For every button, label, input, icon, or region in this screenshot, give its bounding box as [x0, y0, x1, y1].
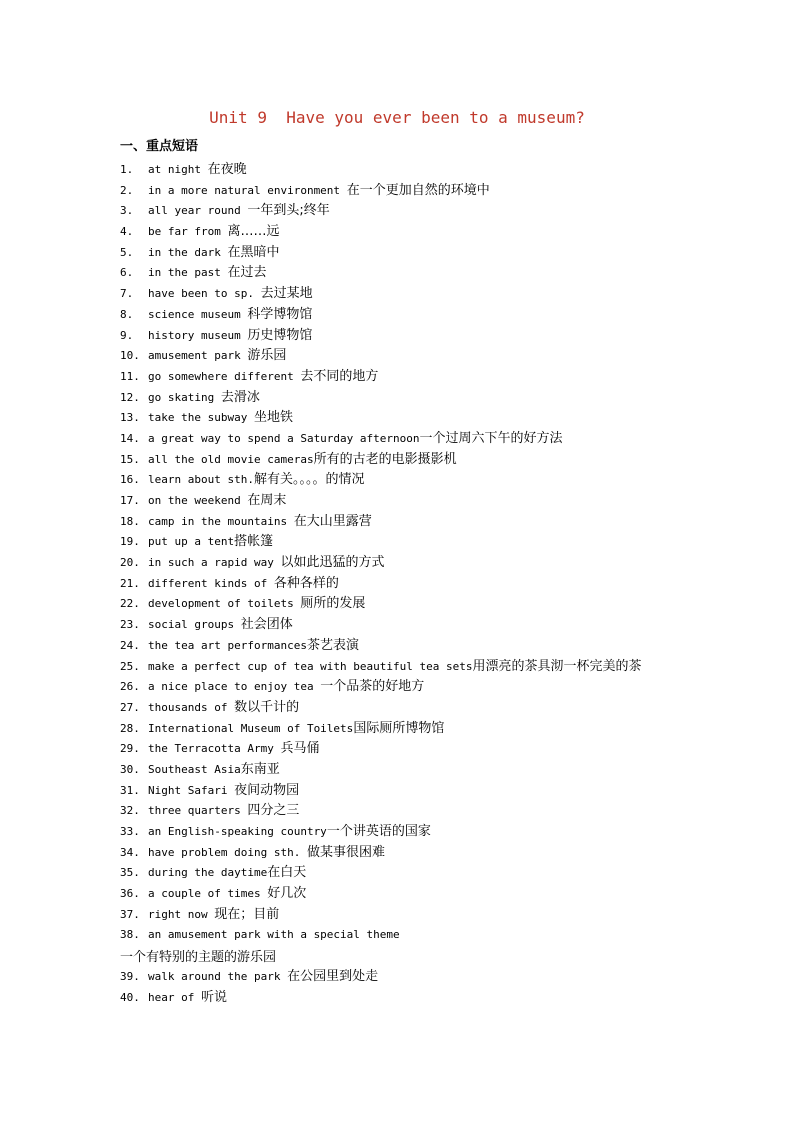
- item-english: have problem doing sth.: [148, 845, 301, 859]
- item-number: 29.: [120, 742, 140, 756]
- item-number: 4.: [120, 225, 134, 239]
- item-chinese: 一个品茶的好地方: [320, 679, 425, 695]
- item-chinese: 做某事很困难: [306, 844, 385, 860]
- item-chinese: 以如此迅猛的方式: [280, 555, 385, 571]
- list-item: [120, 884, 760, 905]
- list-item: [120, 677, 760, 698]
- item-number: 35.: [120, 866, 140, 880]
- list-item: [120, 388, 760, 409]
- list-item: [120, 470, 760, 491]
- item-number: 36.: [120, 887, 140, 901]
- item-english: social groups: [148, 618, 235, 632]
- item-chinese: 历史博物馆: [247, 327, 313, 343]
- item-number: 14.: [120, 431, 140, 445]
- item-number: 34.: [120, 845, 140, 859]
- item-number: 18.: [120, 514, 140, 528]
- item-number: 31.: [120, 783, 140, 797]
- item-chinese: 好几次: [267, 886, 307, 902]
- list-item: [120, 988, 760, 1009]
- item-chinese: 在过去: [227, 265, 267, 281]
- item-chinese: 在夜晚: [207, 162, 247, 177]
- page-title: Unit 9 Have you ever been to a museum?: [209, 108, 585, 127]
- list-item: [120, 719, 760, 740]
- item-chinese: 去不同的地方: [300, 368, 379, 384]
- item-english: make a perfect cup of tea with beautiful tea sets: [148, 659, 473, 673]
- list-item: [120, 905, 760, 926]
- item-english: in the past: [148, 266, 221, 280]
- item-chinese: 兵马俑: [280, 741, 320, 757]
- item-english: walk around the park: [148, 969, 281, 983]
- item-chinese: 数以千计的: [234, 699, 300, 715]
- item-chinese: 在白天: [267, 865, 307, 881]
- item-number: 39.: [120, 969, 140, 983]
- item-chinese: 在周末: [247, 493, 287, 508]
- item-chinese: 一个有特别的主题的游乐园: [120, 950, 277, 966]
- item-english: three quarters: [148, 804, 241, 818]
- item-english: a great way to spend a Saturday afternoon: [148, 431, 420, 445]
- item-chinese: 科学博物馆: [247, 306, 313, 322]
- list-item: [120, 925, 760, 946]
- item-number: 28.: [120, 721, 140, 735]
- item-chinese: 东南亚: [240, 761, 280, 777]
- list-item: [120, 843, 760, 864]
- item-number: 19.: [120, 535, 140, 549]
- item-chinese: 社会团体: [240, 617, 293, 633]
- item-chinese: 在一个更加自然的环境中: [346, 182, 490, 198]
- item-english: Southeast Asia: [148, 762, 241, 776]
- item-number: 16.: [120, 473, 140, 487]
- item-number: 1.: [120, 163, 134, 176]
- list-item: [120, 160, 760, 181]
- item-number: 32.: [120, 804, 140, 818]
- list-item: [120, 553, 760, 574]
- item-english: in a more natural environment: [148, 183, 341, 197]
- item-english: in the dark: [148, 245, 221, 259]
- item-english: International Museum of Toilets: [148, 721, 354, 735]
- item-english: amusement park: [148, 349, 241, 363]
- item-english: in such a rapid way: [148, 556, 274, 570]
- item-chinese: 茶艺表演: [306, 637, 359, 653]
- item-chinese: 所有的古老的电影摄影机: [313, 451, 457, 467]
- item-chinese: 坐地铁: [253, 410, 293, 426]
- list-item: [120, 967, 760, 988]
- item-number: 21.: [120, 576, 140, 590]
- item-english: Night Safari: [148, 783, 228, 797]
- list-item: [120, 367, 760, 388]
- item-number: 24.: [120, 638, 140, 652]
- item-english: hear of: [148, 990, 195, 1004]
- item-number: 7.: [120, 287, 134, 301]
- list-item: [120, 181, 760, 202]
- item-chinese: 一个过周六下午的好方法: [419, 430, 563, 446]
- item-number: 22.: [120, 597, 140, 611]
- item-chinese: 听说: [200, 989, 227, 1005]
- item-english: go somewhere different: [148, 369, 294, 383]
- item-english: on the weekend: [148, 494, 241, 507]
- item-number: 40.: [120, 990, 140, 1004]
- list-item: [120, 305, 760, 326]
- item-number: 9.: [120, 328, 134, 342]
- list-item: [120, 532, 760, 553]
- list-item: [120, 243, 760, 264]
- item-chinese: 一个讲英语的国家: [326, 824, 431, 839]
- item-english: an amusement park with a special theme: [148, 928, 400, 942]
- list-item: [120, 222, 760, 243]
- item-chinese: 各种各样的: [273, 575, 339, 591]
- item-number: 38.: [120, 928, 140, 942]
- list-item-continuation: [120, 946, 760, 967]
- list-item: [120, 657, 760, 678]
- list-item: [120, 512, 760, 533]
- list-item: [120, 781, 760, 802]
- item-number: 13.: [120, 411, 140, 425]
- list-item: [120, 636, 760, 657]
- list-item: [120, 346, 760, 367]
- item-chinese: 离……远: [227, 224, 280, 240]
- item-english: development of toilets: [148, 597, 294, 611]
- item-english: a couple of times: [148, 887, 261, 901]
- item-number: 3.: [120, 204, 134, 218]
- section-heading: 一、重点短语: [120, 139, 199, 154]
- item-number: 26.: [120, 680, 140, 694]
- item-number: 33.: [120, 825, 140, 838]
- item-number: 17.: [120, 494, 140, 507]
- item-english: all the old movie cameras: [148, 452, 314, 466]
- list-item: [120, 801, 760, 822]
- list-item: [120, 574, 760, 595]
- item-chinese: 搭帐篷: [234, 534, 274, 550]
- item-english: thousands of: [148, 700, 228, 714]
- list-item: [120, 760, 760, 781]
- item-chinese: 现在；目前: [214, 906, 280, 922]
- item-chinese: 在公园里到处走: [287, 968, 379, 984]
- item-english: right now: [148, 907, 208, 921]
- item-english: put up a tent: [148, 535, 235, 549]
- item-chinese: 用漂亮的茶具沏一杯完美的茶: [472, 658, 642, 674]
- item-chinese: 去过某地: [260, 286, 313, 302]
- list-item: [120, 326, 760, 347]
- list-item: [120, 284, 760, 305]
- item-number: 20.: [120, 556, 140, 570]
- item-english: during the daytime: [148, 866, 268, 880]
- item-english: at night: [148, 163, 201, 176]
- item-english: all year round: [148, 204, 241, 218]
- list-item: [120, 201, 760, 222]
- list-item: [120, 822, 760, 843]
- item-english: camp in the mountains: [148, 514, 288, 528]
- item-english: the Terracotta Army: [148, 742, 274, 756]
- list-item: [120, 408, 760, 429]
- item-english: different kinds of: [148, 576, 268, 590]
- list-item: [120, 615, 760, 636]
- item-english: take the subway: [148, 411, 248, 425]
- item-chinese: 国际厕所博物馆: [353, 720, 445, 736]
- list-item: [120, 491, 760, 512]
- item-number: 30.: [120, 762, 140, 776]
- list-item: [120, 594, 760, 615]
- item-number: 5.: [120, 245, 134, 259]
- item-number: 15.: [120, 452, 140, 466]
- item-chinese: 夜间动物园: [234, 782, 300, 798]
- list-item: [120, 429, 760, 450]
- item-english: a nice place to enjoy tea: [148, 680, 314, 694]
- item-english: have been to sp.: [148, 287, 254, 301]
- list-item: [120, 263, 760, 284]
- item-english: science museum: [148, 307, 241, 321]
- item-chinese: 去滑冰: [220, 389, 260, 405]
- item-number: 11.: [120, 369, 140, 383]
- item-english: an English-speaking country: [148, 825, 327, 838]
- phrase-list: [120, 160, 760, 1008]
- item-chinese: 游乐园: [247, 348, 287, 364]
- item-number: 12.: [120, 390, 140, 404]
- item-number: 37.: [120, 907, 140, 921]
- item-number: 2.: [120, 183, 134, 197]
- list-item: [120, 739, 760, 760]
- item-chinese: 四分之三: [247, 803, 300, 819]
- list-item: [120, 698, 760, 719]
- item-english: be far from: [148, 225, 221, 239]
- item-english: history museum: [148, 328, 241, 342]
- item-chinese: 在大山里露营: [293, 513, 372, 529]
- list-item: [120, 863, 760, 884]
- item-number: 25.: [120, 659, 140, 673]
- list-item: [120, 450, 760, 471]
- item-number: 8.: [120, 307, 134, 321]
- item-number: 6.: [120, 266, 134, 280]
- item-number: 10.: [120, 349, 140, 363]
- item-number: 27.: [120, 700, 140, 714]
- item-chinese: 在黑暗中: [227, 244, 280, 260]
- item-english: go skating: [148, 390, 215, 404]
- item-chinese: 解有关。。。。的情况: [253, 472, 365, 488]
- item-english: the tea art performances: [148, 638, 307, 652]
- item-chinese: 厕所的发展: [300, 596, 366, 612]
- item-chinese: 一年到头;终年: [247, 203, 330, 219]
- item-number: 23.: [120, 618, 140, 632]
- item-english: learn about sth.: [148, 473, 254, 487]
